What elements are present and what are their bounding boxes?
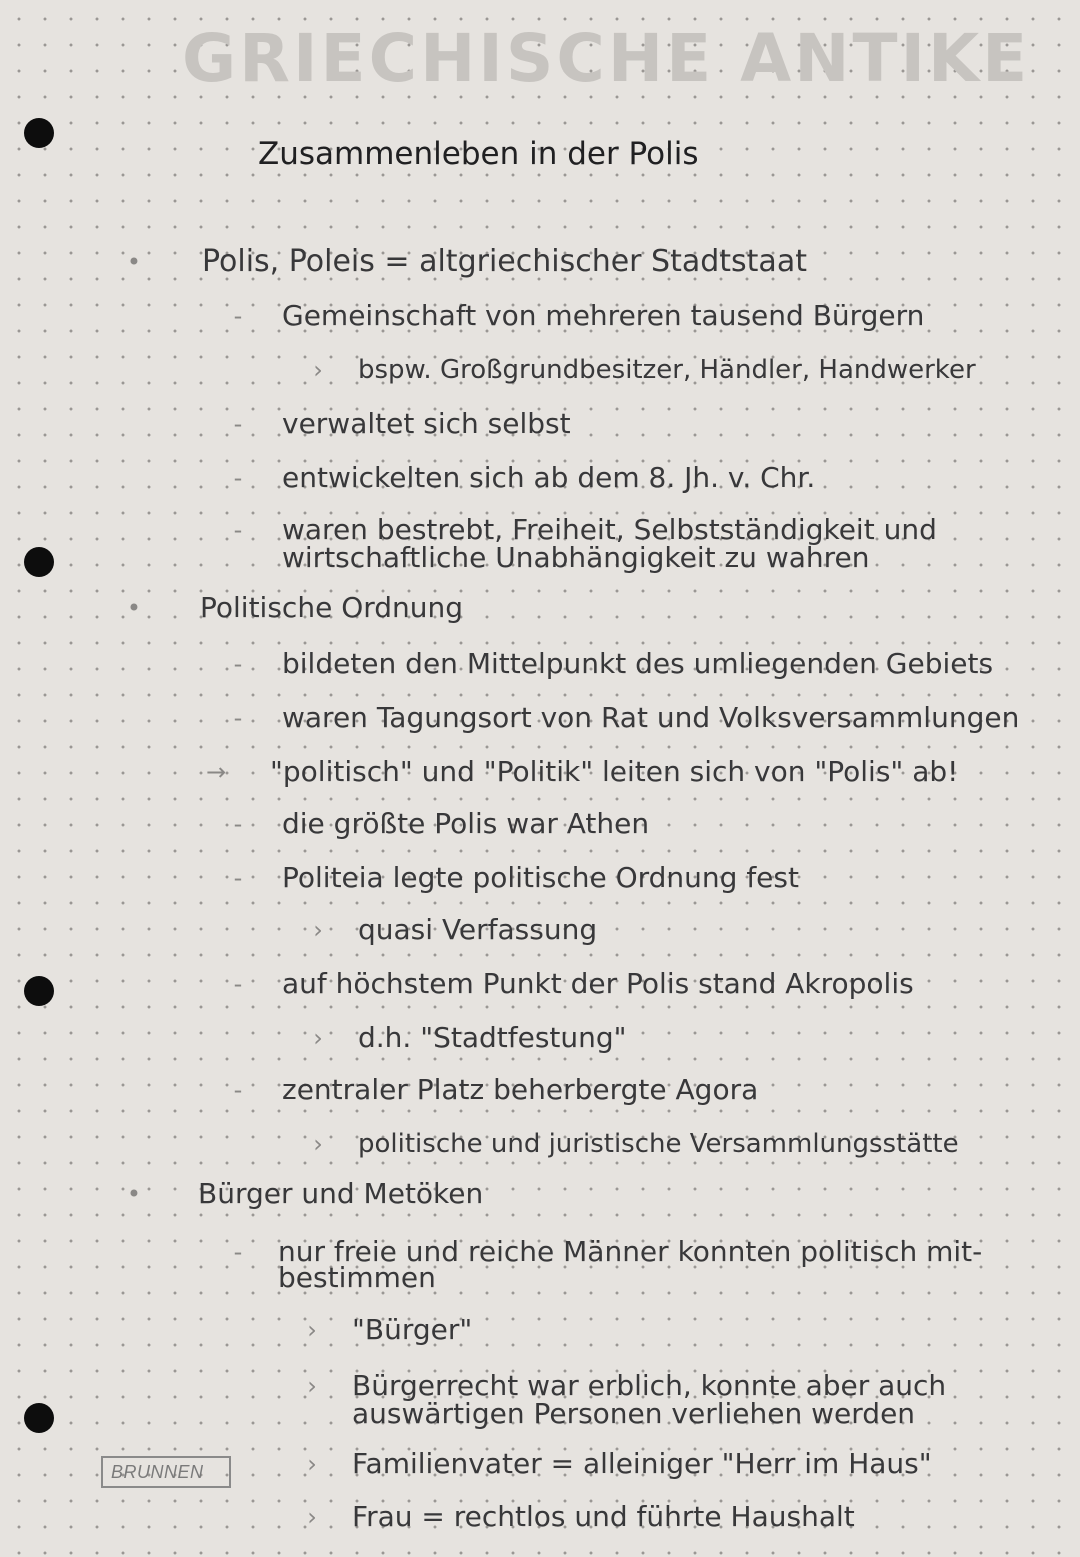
note-line: bildeten den Mittelpunkt des umliegenden Gebiets	[282, 647, 994, 680]
sub-marker: ›	[313, 1130, 323, 1158]
binder-hole	[24, 118, 54, 148]
note-line: auswärtigen Personen verliehen werden	[352, 1397, 916, 1430]
sub-marker: ›	[307, 1316, 317, 1344]
dash-marker: -	[233, 410, 243, 438]
note-line: Politeia legte politische Ordnung fest	[282, 861, 799, 894]
sub-marker: ›	[313, 916, 323, 944]
dash-marker: -	[233, 864, 243, 892]
sub-marker: ›	[307, 1450, 317, 1478]
note-line: politische und juristische Versammlungsstätte	[358, 1129, 959, 1159]
note-line: Polis, Poleis = altgriechischer Stadtstaat	[202, 244, 807, 279]
dash-marker: -	[233, 1076, 243, 1104]
note-line: entwickelten sich ab dem 8. Jh. v. Chr.	[282, 461, 816, 494]
note-line: Bürger und Metöken	[198, 1177, 484, 1210]
sub-marker: ›	[307, 1372, 317, 1400]
note-line: bestimmen	[278, 1261, 436, 1294]
bullet-marker: •	[126, 1180, 142, 1208]
binder-hole	[24, 547, 54, 577]
note-line: waren Tagungsort von Rat und Volksversammlungen	[282, 701, 1020, 734]
note-line: die größte Polis war Athen	[282, 807, 650, 840]
binder-hole	[24, 1403, 54, 1433]
bullet-marker: •	[126, 248, 142, 276]
dash-marker: -	[233, 464, 243, 492]
arrow-marker: →	[205, 758, 227, 786]
note-line: zentraler Platz beherbergte Agora	[282, 1073, 759, 1106]
brand-logo: BRUNNEN	[101, 1456, 231, 1488]
note-line: bspw. Großgrundbesitzer, Händler, Handwerker	[358, 355, 976, 385]
note-line: Frau = rechtlos und führte Haushalt	[352, 1500, 855, 1533]
note-line: nur freie und reiche Männer konnten politisch mit-	[278, 1235, 983, 1268]
note-line: Politische Ordnung	[200, 591, 464, 624]
dash-marker: -	[233, 704, 243, 732]
sub-marker: ›	[313, 1024, 323, 1052]
note-line: Familienvater = alleiniger "Herr im Haus"	[352, 1447, 932, 1480]
note-line: quasi Verfassung	[358, 913, 598, 946]
note-line: "Bürger"	[352, 1313, 473, 1346]
note-line: waren bestrebt, Freiheit, Selbstständigkeit und	[282, 513, 937, 546]
dash-marker: -	[233, 650, 243, 678]
note-line: wirtschaftliche Unabhängigkeit zu wahren	[282, 541, 870, 574]
note-line: d.h. "Stadtfestung"	[358, 1021, 627, 1054]
note-line: verwaltet sich selbst	[282, 407, 571, 440]
dash-marker: -	[233, 1238, 243, 1266]
sub-marker: ›	[307, 1503, 317, 1531]
binder-hole	[24, 976, 54, 1006]
dash-marker: -	[233, 970, 243, 998]
dash-marker: -	[233, 302, 243, 330]
dash-marker: -	[233, 810, 243, 838]
note-line: auf höchstem Punkt der Polis stand Akropolis	[282, 967, 914, 1000]
note-line: Bürgerrecht war erblich, konnte aber auch	[352, 1369, 947, 1402]
note-line: Gemeinschaft von mehreren tausend Bürgern	[282, 299, 925, 332]
page-title: GRIECHISCHE ANTIKE	[182, 20, 1031, 97]
sub-marker: ›	[313, 356, 323, 384]
note-line: "politisch" und "Politik" leiten sich von "Polis" ab!	[270, 755, 959, 788]
bullet-marker: •	[126, 594, 142, 622]
dash-marker: -	[233, 516, 243, 544]
page-subtitle: Zusammenleben in der Polis	[258, 136, 699, 172]
